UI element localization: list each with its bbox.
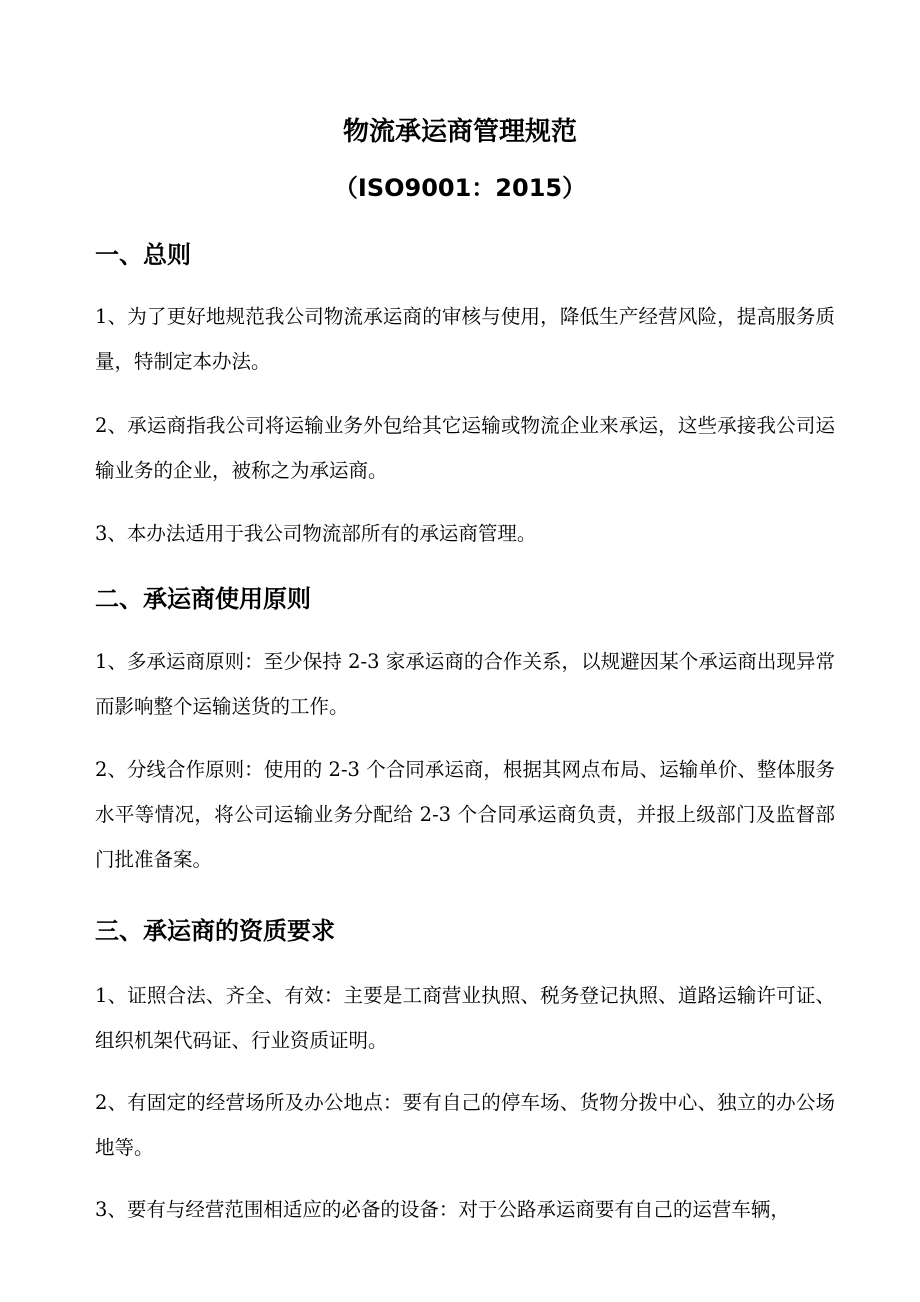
paragraph: 3、要有与经营范围相适应的必备的设备：对于公路承运商要有自己的运营车辆，	[95, 1198, 790, 1221]
paragraph: 3、本办法适用于我公司物流部所有的承运商管理。	[95, 522, 537, 545]
document-subtitle: （ISO9001：2015）	[333, 174, 587, 202]
paragraph: 2、有固定的经营场所及办公地点：要有自己的停车场、货物分拨中心、独立的办公场地等。	[95, 1091, 835, 1159]
section-heading-qualification: 三、承运商的资质要求	[95, 917, 335, 945]
paragraph: 2、承运商指我公司将运输业务外包给其它运输或物流企业来承运，这些承接我公司运输业务的企业，被称之为承运商。	[95, 414, 835, 482]
document-title: 物流承运商管理规范	[342, 117, 577, 147]
section-heading-general: 一、总则	[95, 241, 191, 269]
paragraph: 1、证照合法、齐全、有效：主要是工商营业执照、税务登记执照、道路运输许可证、组织机架代码证、行业资质证明。	[95, 984, 835, 1052]
paragraph: 1、为了更好地规范我公司物流承运商的审核与使用，降低生产经营风险，提高服务质量，特制定本办法。	[95, 305, 835, 373]
paragraph: 1、多承运商原则：至少保持 2-3 家承运商的合作关系，以规避因某个承运商出现异常而影响整个运输送货的工作。	[95, 650, 835, 718]
section-heading-principles: 二、承运商使用原则	[95, 585, 311, 613]
paragraph: 2、分线合作原则：使用的 2-3 个合同承运商，根据其网点布局、运输单价、整体服务水平等情况，将公司运输业务分配给 2-3 个合同承运商负责，并报上级部门及监督部门批准备案。	[95, 758, 835, 871]
